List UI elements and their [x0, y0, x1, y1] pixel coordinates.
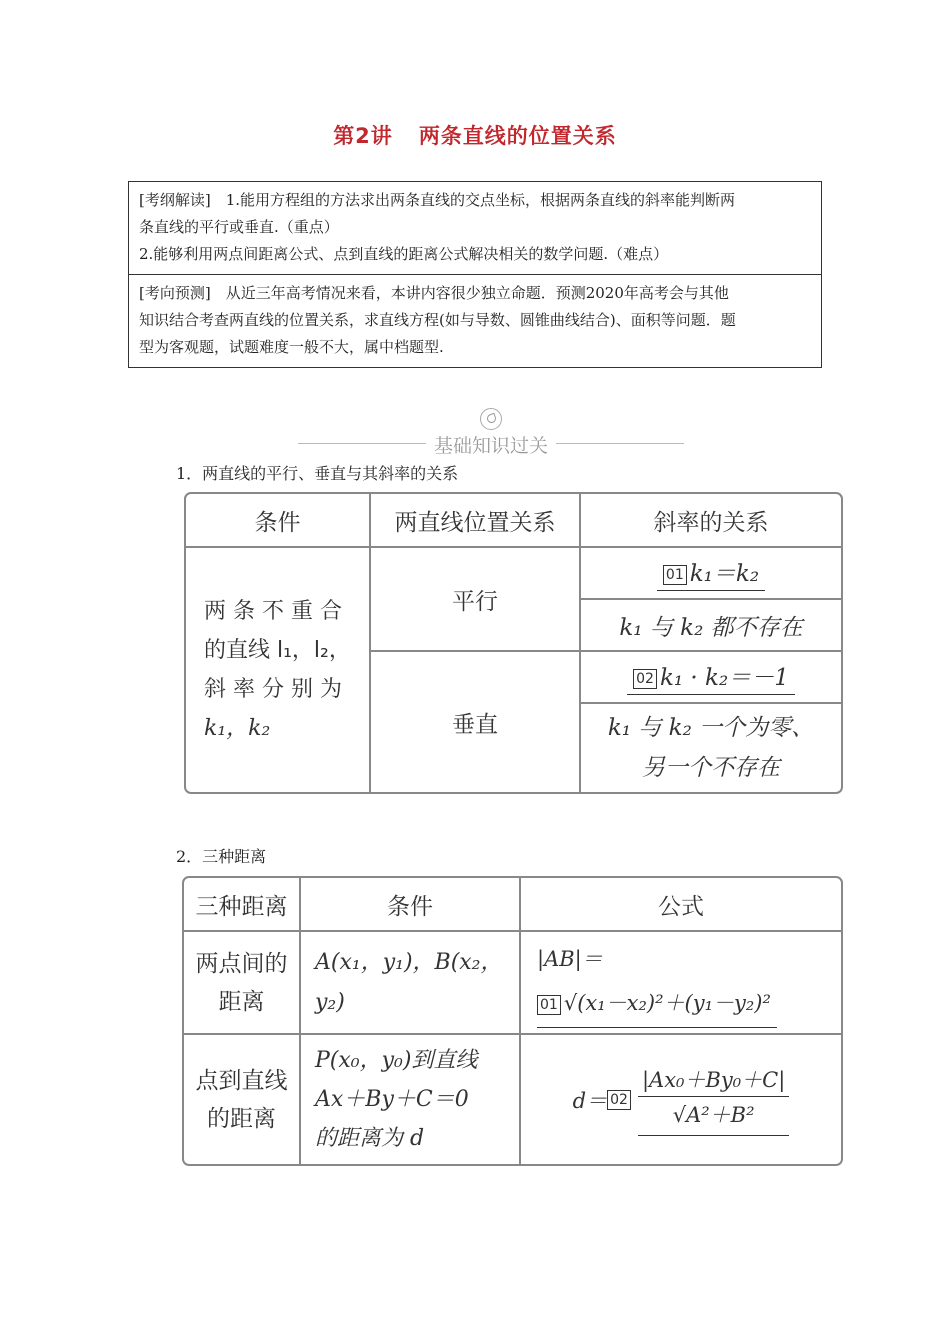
- point-line-formula: [521, 1035, 841, 1164]
- formula-rhs: √(x₁－x₂)²＋(y₁－y₂)²: [563, 991, 771, 1015]
- lecture-topic: 两条直线的位置关系: [418, 124, 617, 148]
- answer-badge: 02: [633, 669, 657, 689]
- kaogang-line: 条直线的平行或垂直.（重点）: [139, 218, 339, 236]
- slope-relation-table: [184, 492, 843, 794]
- condition-cell: [186, 548, 369, 792]
- leaf-icon: [480, 408, 502, 430]
- formula-lhs: d＝: [572, 1088, 608, 1113]
- part1-heading: 1．两直线的平行、垂直与其斜率的关系: [176, 464, 459, 483]
- distance-table: [182, 876, 843, 1166]
- cond-line: A(x₁，y₁)，B(x₂，: [315, 949, 503, 975]
- page-title: [0, 120, 950, 150]
- numerator: |Ax₀＋By₀＋C|: [638, 1064, 789, 1097]
- denominator: √A²＋B²: [672, 1102, 755, 1127]
- name-line: 两点间的: [195, 950, 288, 977]
- kaoxiang-line: [考向预测] 从近三年高考情况来看，本讲内容很少独立命题．预测2020年高考会与其他: [139, 284, 729, 302]
- header-formula: 公式: [658, 893, 704, 920]
- syllabus-box: [128, 181, 822, 368]
- condition-line: k₁，k₂: [204, 716, 271, 741]
- condition-line: 斜 率 分 别 为: [204, 677, 342, 702]
- perpendicular-cell: 垂直: [452, 711, 498, 738]
- part2-heading: 2．三种距离: [176, 847, 267, 866]
- name-line: 距离: [218, 988, 265, 1015]
- answer-badge: 01: [537, 995, 561, 1015]
- rel4-line: k₁ 与 k₂ 一个为零、: [607, 715, 815, 741]
- name-line: 的距离: [207, 1105, 276, 1132]
- cond-line: 的距离为 d: [315, 1126, 425, 1151]
- header-condition: 条件: [254, 509, 301, 536]
- header-slope: 斜率的关系: [653, 509, 769, 536]
- kaogang-block: [129, 182, 821, 274]
- rel-parallel-2: k₁ 与 k₂ 都不存在: [619, 614, 803, 641]
- condition-line: 的直线 l₁，l₂，: [204, 638, 351, 663]
- point-line-name: [184, 1035, 299, 1164]
- fraction: [638, 1064, 789, 1136]
- kaoxiang-line: 知识结合考查两直线的位置关系，求直线方程(如与导数、圆锥曲线结合)、面积等问题．题: [139, 311, 736, 329]
- section-header: [298, 406, 684, 458]
- cond-line: Ax＋By＋C＝0: [315, 1087, 469, 1112]
- section-title: 基础知识过关: [433, 435, 548, 457]
- rel-perp-2: [581, 704, 841, 792]
- answer-badge: 01: [663, 565, 687, 585]
- header-distance: 三种距离: [195, 893, 288, 920]
- header-position: 两直线位置关系: [394, 509, 556, 536]
- cond-line: P(x₀，y₀)到直线: [315, 1048, 478, 1073]
- rel1-text: k₁＝k₂: [689, 561, 760, 587]
- two-point-name: [184, 932, 299, 1033]
- lecture-number: 第2讲: [333, 124, 393, 148]
- rel-parallel-1: [581, 548, 841, 598]
- two-point-formula: [521, 932, 841, 1033]
- answer-badge: 02: [607, 1090, 631, 1110]
- cond-line: y₂): [315, 989, 345, 1015]
- formula-lhs: |AB|＝: [537, 947, 603, 971]
- point-line-condition: [301, 1035, 519, 1164]
- kaogang-line: [考纲解读] 1.能用方程组的方法求出两条直线的交点坐标，根据两条直线的斜率能判断两: [139, 191, 736, 209]
- two-point-condition: [301, 932, 519, 1033]
- rel3-text: k₁ · k₂＝－1: [659, 665, 789, 691]
- header-condition: 条件: [387, 893, 433, 920]
- rel4-line: 另一个不存在: [642, 755, 780, 781]
- kaoxiang-block: [129, 274, 821, 367]
- name-line: 点到直线: [195, 1067, 288, 1094]
- parallel-cell: 平行: [452, 588, 498, 615]
- condition-line: 两 条 不 重 合: [204, 599, 342, 624]
- kaoxiang-line: 型为客观题，试题难度一般不大，属中档题型.: [139, 338, 444, 356]
- rel-perp-1: [581, 652, 841, 702]
- kaogang-line: 2.能够利用两点间距离公式、点到直线的距离公式解决相关的数学问题.（难点）: [139, 245, 669, 263]
